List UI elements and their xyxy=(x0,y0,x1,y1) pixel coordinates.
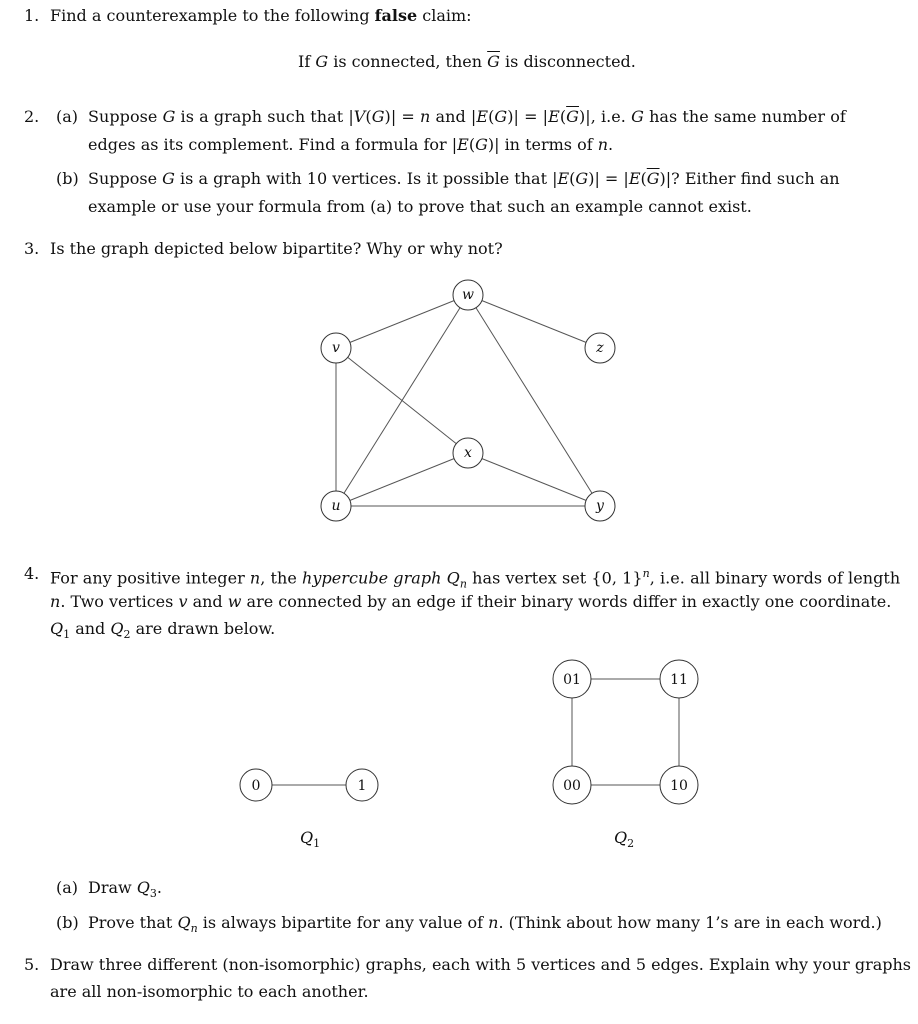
q1-text: Find a counterexample to the following false claim: xyxy=(50,6,472,25)
q4-line1: For any positive integer n, the hypercube graph $Q_n$ has vertex set {0, 1}$^n$, i.e. all binary words of length xyxy=(50,567,901,591)
q5-line2: are all non-isomorphic to each another. xyxy=(50,982,369,1001)
q2-vertex-11-label: 11 xyxy=(670,672,688,688)
q5-number: 5. xyxy=(24,955,40,974)
vertex-w-label: w xyxy=(462,287,474,303)
q1-vertex-1-label: 1 xyxy=(357,778,367,794)
q4a-text: Draw $Q_3$. xyxy=(88,878,163,901)
q1-graph-caption: $Q_1$ xyxy=(300,828,321,851)
q3-text: Is the graph depicted below bipartite? Why or why not? xyxy=(50,239,503,258)
q2a-line2: edges as its complement. Find a formula for |E(G)| in terms of n. xyxy=(88,135,614,154)
q1-claim: If G is connected, then $\overline{G}$ is disconnected. xyxy=(298,52,636,71)
edge-x-y xyxy=(468,453,600,506)
edge-w-y xyxy=(468,295,600,506)
vertex-x-label: x xyxy=(464,445,472,461)
q2-graph-caption: $Q_2$ xyxy=(614,828,635,851)
vertex-z-label: z xyxy=(596,340,604,356)
vertex-y-label: y xyxy=(596,498,604,514)
q4-line3: $Q_1$ and $Q_2$ are drawn below. xyxy=(50,619,276,642)
q4-line2: n. Two vertices v and w are connected by an edge if their binary words differ in exactly one coordinate. xyxy=(50,592,892,611)
q4b-text: Prove that $Q_n$ is always bipartite for any value of n. (Think about how many 1’s are in each word.) xyxy=(88,913,882,936)
vertex-v-label: v xyxy=(332,340,340,356)
q2-vertex-00-label: 00 xyxy=(563,778,581,794)
vertex-u-label: u xyxy=(331,498,341,514)
q4a-label: (a) xyxy=(56,878,79,897)
q2-vertex-01-label: 01 xyxy=(563,672,581,688)
q2b-label: (b) xyxy=(56,169,79,188)
q5-line1: Draw three different (non-isomorphic) graphs, each with 5 vertices and 5 edges. Explain why your graphs xyxy=(50,955,912,974)
q2-vertex-10-label: 10 xyxy=(670,778,688,794)
q1-vertex-0-label: 0 xyxy=(251,778,261,794)
edge-x-u xyxy=(336,453,468,506)
q3-number: 3. xyxy=(24,239,40,258)
edge-v-w xyxy=(336,295,468,348)
q2-number: 2. xyxy=(24,107,40,126)
q4-number: 4. xyxy=(24,564,40,583)
q4b-label: (b) xyxy=(56,913,79,932)
q2b-line1: Suppose G is a graph with 10 vertices. Is it possible that $|E(G)| = |E(\overline{G})|$? Either find such an xyxy=(88,169,840,188)
q1-number: 1. xyxy=(24,6,40,25)
q2a-label: (a) xyxy=(56,107,79,126)
q2a-line1: Suppose G is a graph such that |V(G)| = n and $|E(G)| = |E(\overline{G})|$, i.e. G has the same number of xyxy=(88,107,846,126)
edge-w-z xyxy=(468,295,600,348)
q2b-line2: example or use your formula from (a) to prove that such an example cannot exist. xyxy=(88,197,752,216)
edge-w-u xyxy=(336,295,468,506)
